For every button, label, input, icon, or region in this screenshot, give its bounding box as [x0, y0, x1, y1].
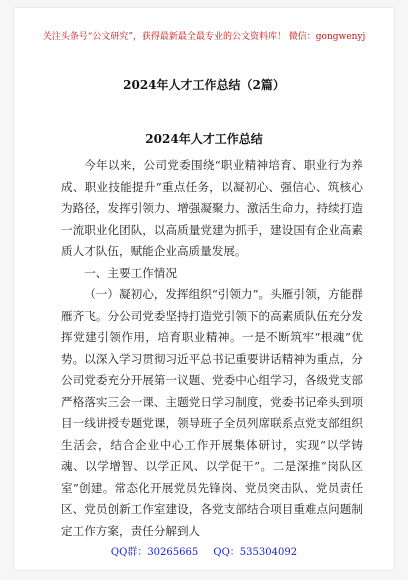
- qq-number: QQ：535304092: [213, 547, 298, 558]
- body-paragraph: （一）凝初心，发挥组织“引领力”。头雁引领，方能群雁齐飞。分公司党委坚持打造党引领下的高素质队伍充分发挥党建引领作用，培育职业精神。一是不断筑牢“根魂”优势。以深入学习贯彻习近平总书记重要讲话精神为重点，分公司党委充分开展第一议题、党委中心组学习，各级党支部严格落实三会一课、主题党日学习制度，党委书记牵头到项目一线讲授专题党课，领导班子全员列席联系点党支部组织生活会，结合企业中心工作开展集体研讨，实现“以学铸魂、以学增智、以学正风、以学促干”。二是深推“岗队区室”创建。常态化开展党员先锋岗、党员突击队、党员责任区、党员创新工作室建设，各党支部结合项目重难点问题制定工作方案，责任分解到人: [61, 287, 363, 538]
- main-work-heading: 一、主要工作情况: [84, 265, 177, 280]
- document-page: [14, 8, 394, 570]
- document-title: 2024年人才工作总结（2篇）: [123, 78, 285, 92]
- qq-group-number: QQ群：30265665: [110, 547, 199, 558]
- document-body: [61, 155, 363, 542]
- promo-banner: 关注头条号“公文研究”，获得最新最全最专业的公文资料库！ 微信：gongwenyj: [42, 32, 366, 42]
- footer-contacts: [14, 543, 394, 558]
- intro-paragraph: 今年以来，公司党委围绕“职业精神培育、职业行为养成、职业技能提升”重点任务，以凝初心、强信心、筑核心为路径，发挥引领力、增强凝聚力、激活生命力，持续打造一流职业化团队，以高质量党建为抓手，建设国有企业高素质人才队伍，赋能企业高质量发展。: [61, 158, 363, 258]
- section-title: 2024年人才工作总结: [145, 132, 263, 146]
